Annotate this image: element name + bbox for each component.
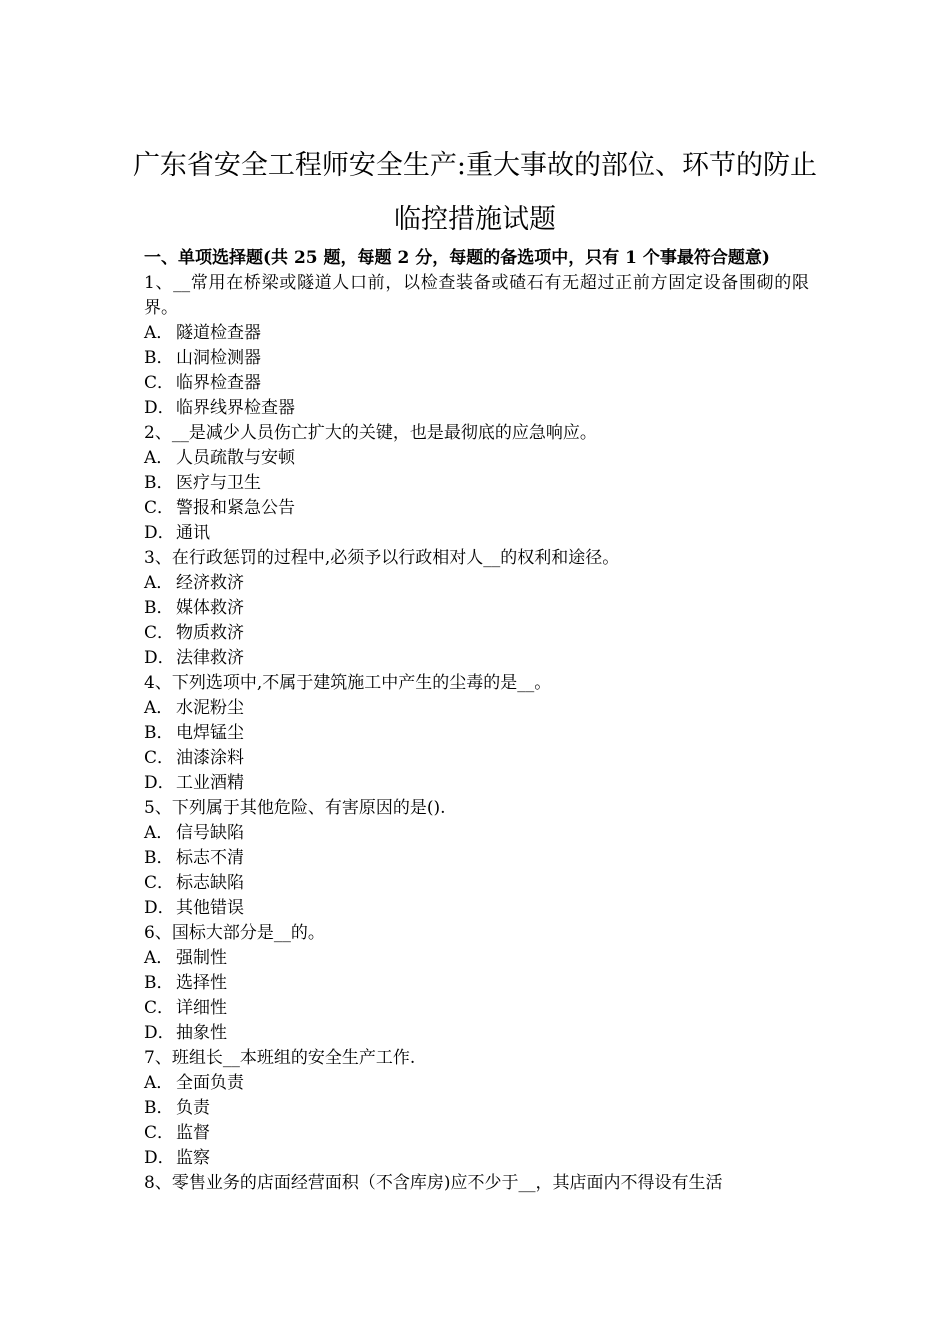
option-letter: A．: [144, 823, 174, 843]
option-text: 油漆涂料: [176, 748, 244, 768]
option-text: 医疗与卫生: [176, 473, 261, 493]
document-title: [120, 146, 830, 254]
option-b: [144, 721, 809, 746]
option-letter: C．: [144, 873, 175, 893]
option-letter: D．: [144, 773, 175, 793]
option-d: [144, 896, 809, 921]
option-letter: B．: [144, 598, 174, 618]
option-letter: C．: [144, 748, 175, 768]
option-b: [144, 596, 809, 621]
question-8: [144, 1171, 809, 1196]
option-letter: A．: [144, 948, 174, 968]
option-text: 监督: [176, 1123, 210, 1143]
option-b: [144, 471, 809, 496]
option-c: [144, 496, 809, 521]
option-text: 临界检查器: [176, 373, 261, 393]
option-text: 媒体救济: [176, 598, 244, 618]
option-letter: C．: [144, 998, 175, 1018]
question-stem: 2、__是减少人员伤亡扩大的关键，也是最彻底的应急响应。: [144, 423, 597, 443]
option-text: 负责: [176, 1098, 210, 1118]
question-stem: 7、班组长__本班组的安全生产工作.: [144, 1048, 416, 1068]
question-stem: 3、在行政惩罚的过程中,必须予以行政相对人__的权利和途径。: [144, 548, 620, 568]
option-text: 经济救济: [176, 573, 244, 593]
option-d: [144, 521, 809, 546]
option-text: 隧道检查器: [176, 323, 261, 343]
option-letter: D．: [144, 1023, 175, 1043]
option-a: [144, 446, 809, 471]
option-letter: B．: [144, 723, 174, 743]
option-d: [144, 1021, 809, 1046]
option-text: 其他错误: [176, 898, 244, 918]
option-text: 法律救济: [176, 648, 244, 668]
option-b: [144, 971, 809, 996]
question-stem: 5、下列属于其他危险、有害原因的是().: [144, 798, 446, 818]
option-text: 选择性: [176, 973, 227, 993]
option-text: 临界线界检查器: [176, 398, 295, 418]
option-letter: B．: [144, 473, 174, 493]
option-letter: A．: [144, 698, 174, 718]
option-text: 山洞检测器: [176, 348, 261, 368]
option-text: 全面负责: [176, 1073, 244, 1093]
option-b: [144, 346, 809, 371]
option-text: 警报和紧急公告: [176, 498, 295, 518]
option-c: [144, 996, 809, 1021]
title-line-2: 临控措施试题: [394, 204, 556, 235]
option-d: [144, 396, 809, 421]
option-letter: C．: [144, 1123, 175, 1143]
section-heading: 一、单项选择题(共 25 题，每题 2 分，每题的备选项中，只有 1 个事最符合题意): [144, 248, 770, 268]
question-stem: 1、__常用在桥梁或隧道人口前，以检查装备或碴石有无超过正前方固定设备围砌的限界。: [144, 273, 809, 318]
option-d: [144, 771, 809, 796]
option-text: 抽象性: [176, 1023, 227, 1043]
option-letter: D．: [144, 1148, 175, 1168]
option-letter: B．: [144, 848, 174, 868]
option-letter: A．: [144, 323, 174, 343]
option-c: [144, 621, 809, 646]
option-c: [144, 371, 809, 396]
option-letter: A．: [144, 1073, 174, 1093]
option-text: 人员疏散与安顿: [176, 448, 295, 468]
option-b: [144, 1096, 809, 1121]
option-letter: B．: [144, 973, 174, 993]
title-line-1: 广东省安全工程师安全生产:重大事故的部位、环节的防止: [132, 150, 818, 181]
option-text: 工业酒精: [176, 773, 244, 793]
option-text: 详细性: [176, 998, 227, 1018]
option-text: 电焊锰尘: [176, 723, 244, 743]
option-a: [144, 571, 809, 596]
question-stem: 6、国标大部分是__的。: [144, 923, 325, 943]
question-stem: 4、下列选项中,不属于建筑施工中产生的尘毒的是__。: [144, 673, 552, 693]
option-letter: D．: [144, 898, 175, 918]
option-text: 监察: [176, 1148, 210, 1168]
option-letter: B．: [144, 348, 174, 368]
option-d: [144, 1146, 809, 1171]
option-c: [144, 1121, 809, 1146]
option-text: 水泥粉尘: [176, 698, 244, 718]
question-4: [144, 671, 809, 796]
option-a: [144, 696, 809, 721]
option-letter: D．: [144, 648, 175, 668]
question-2: [144, 421, 809, 546]
option-text: 强制性: [176, 948, 227, 968]
option-d: [144, 646, 809, 671]
option-text: 标志缺陷: [176, 873, 244, 893]
option-b: [144, 846, 809, 871]
option-a: [144, 321, 809, 346]
option-a: [144, 821, 809, 846]
option-letter: A．: [144, 573, 174, 593]
option-text: 物质救济: [176, 623, 244, 643]
option-a: [144, 1071, 809, 1096]
question-7: [144, 1046, 809, 1171]
option-letter: A．: [144, 448, 174, 468]
option-letter: B．: [144, 1098, 174, 1118]
question-6: [144, 921, 809, 1046]
option-c: [144, 871, 809, 896]
option-a: [144, 946, 809, 971]
option-text: 标志不清: [176, 848, 244, 868]
question-stem: 8、零售业务的店面经营面积（不含库房)应不少于__，其店面内不得设有生活: [144, 1173, 723, 1193]
option-letter: D．: [144, 398, 175, 418]
option-letter: C．: [144, 373, 175, 393]
option-c: [144, 746, 809, 771]
option-text: 通讯: [176, 523, 210, 543]
question-3: [144, 546, 809, 671]
option-text: 信号缺陷: [176, 823, 244, 843]
question-1: [144, 271, 809, 421]
document-body: [144, 246, 809, 1196]
option-letter: D．: [144, 523, 175, 543]
question-5: [144, 796, 809, 921]
option-letter: C．: [144, 623, 175, 643]
option-letter: C．: [144, 498, 175, 518]
